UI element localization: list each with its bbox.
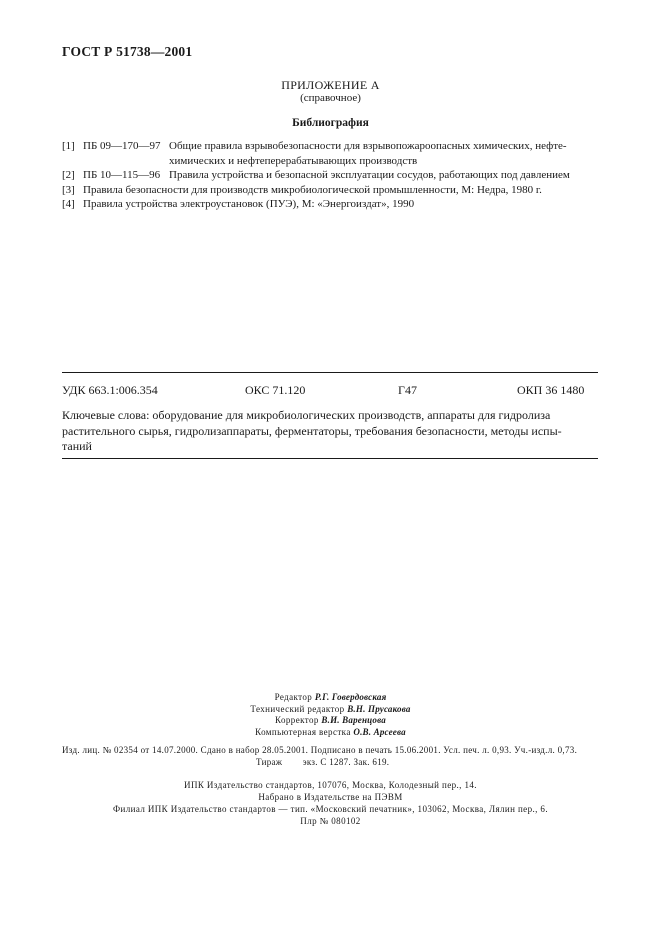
credit-name: Р.Г. Говердовская bbox=[314, 692, 387, 702]
publisher-block bbox=[0, 779, 661, 827]
publisher-line: Плр № 080102 bbox=[300, 816, 361, 826]
g-code: Г47 bbox=[398, 383, 417, 397]
credit-name: В.Н. Прусакова bbox=[347, 703, 411, 714]
credits-block bbox=[0, 692, 661, 738]
bibliography-item-continuation: химических и нефтеперерабатывающих производств bbox=[169, 154, 418, 167]
publisher-line: Набрано в Издательстве на ПЭВМ bbox=[258, 792, 403, 802]
imprint-block bbox=[62, 745, 598, 768]
bibliography-title: Библиография bbox=[292, 117, 369, 129]
keywords-block bbox=[62, 408, 598, 455]
bibliography-item bbox=[62, 168, 602, 183]
top-divider bbox=[62, 372, 598, 373]
credit-line bbox=[0, 692, 661, 704]
bibliography-item bbox=[62, 139, 602, 154]
appendix-subtitle: (справочное) bbox=[300, 92, 361, 104]
bibliography-item bbox=[62, 183, 602, 198]
bibliography-list bbox=[62, 139, 602, 212]
imprint-line: Тираж экз. С 1287. Зак. 619. bbox=[256, 756, 390, 767]
bibliography-item-text: Правила безопасности для производств микробиологической промышленности, М: Недра, 1980 г. bbox=[83, 183, 542, 196]
imprint-line: Изд. лиц. № 02354 от 14.07.2000. Сдано в набор 28.05.2001. Подписано в печать 15.06.2001. Усл. печ. л. 0,93. Уч.-изд.л. 0,73. bbox=[62, 745, 578, 755]
bibliography-item-text: Правила устройства электроустановок (ПУЭ), М: «Энергоиздат», 1990 bbox=[83, 198, 415, 210]
bibliography-item-text: Общие правила взрывобезопасности для взрывопожароопасных химических, нефте- bbox=[169, 140, 567, 152]
credit-role: Технический редактор bbox=[250, 703, 345, 714]
credit-line bbox=[0, 704, 661, 716]
publisher-line: ИПК Издательство стандартов, 107076, Москва, Колодезный пер., 14. bbox=[184, 780, 477, 790]
bibliography-item-code: ПБ 09—170—97 bbox=[83, 140, 161, 152]
bibliography-item-number: [4] bbox=[62, 198, 75, 210]
bibliography-item-number: [1] bbox=[62, 140, 75, 152]
credit-line bbox=[0, 727, 661, 739]
credit-role: Корректор bbox=[275, 715, 319, 725]
keywords-line: растительного сырья, гидролизаппараты, ферментаторы, требования безопасности, методы испы- bbox=[62, 423, 562, 438]
bibliography-item bbox=[62, 197, 602, 212]
credit-role: Компьютерная верстка bbox=[255, 726, 351, 737]
keywords-line: таний bbox=[62, 439, 92, 453]
publisher-line: Филиал ИПК Издательство стандартов — тип. «Московский печатник», 103062, Москва, Лялин пер., 6. bbox=[113, 804, 548, 814]
credit-line bbox=[0, 715, 661, 727]
credit-name: О.В. Арсеева bbox=[353, 726, 406, 737]
bibliography-item-text: Правила устройства и безопасной эксплуатации сосудов, работающих под давлением bbox=[169, 169, 570, 181]
keywords-line: Ключевые слова: оборудование для микробиологических производств, аппараты для гидролиза bbox=[62, 408, 551, 422]
appendix-title: ПРИЛОЖЕНИЕ А bbox=[281, 78, 380, 92]
standard-code: ГОСТ Р 51738—2001 bbox=[62, 44, 193, 59]
bottom-divider bbox=[62, 458, 598, 459]
okp-code: ОКП 36 1480 bbox=[517, 383, 585, 397]
oks-code: ОКС 71.120 bbox=[245, 383, 306, 397]
udk-code: УДК 663.1:006.354 bbox=[62, 383, 158, 397]
bibliography-item-code: ПБ 10—115—96 bbox=[83, 169, 161, 181]
bibliography-item-number: [3] bbox=[62, 183, 75, 196]
credit-name: В.И. Варенцова bbox=[321, 715, 386, 725]
credit-role: Редактор bbox=[274, 692, 313, 702]
bibliography-item-number: [2] bbox=[62, 169, 75, 181]
